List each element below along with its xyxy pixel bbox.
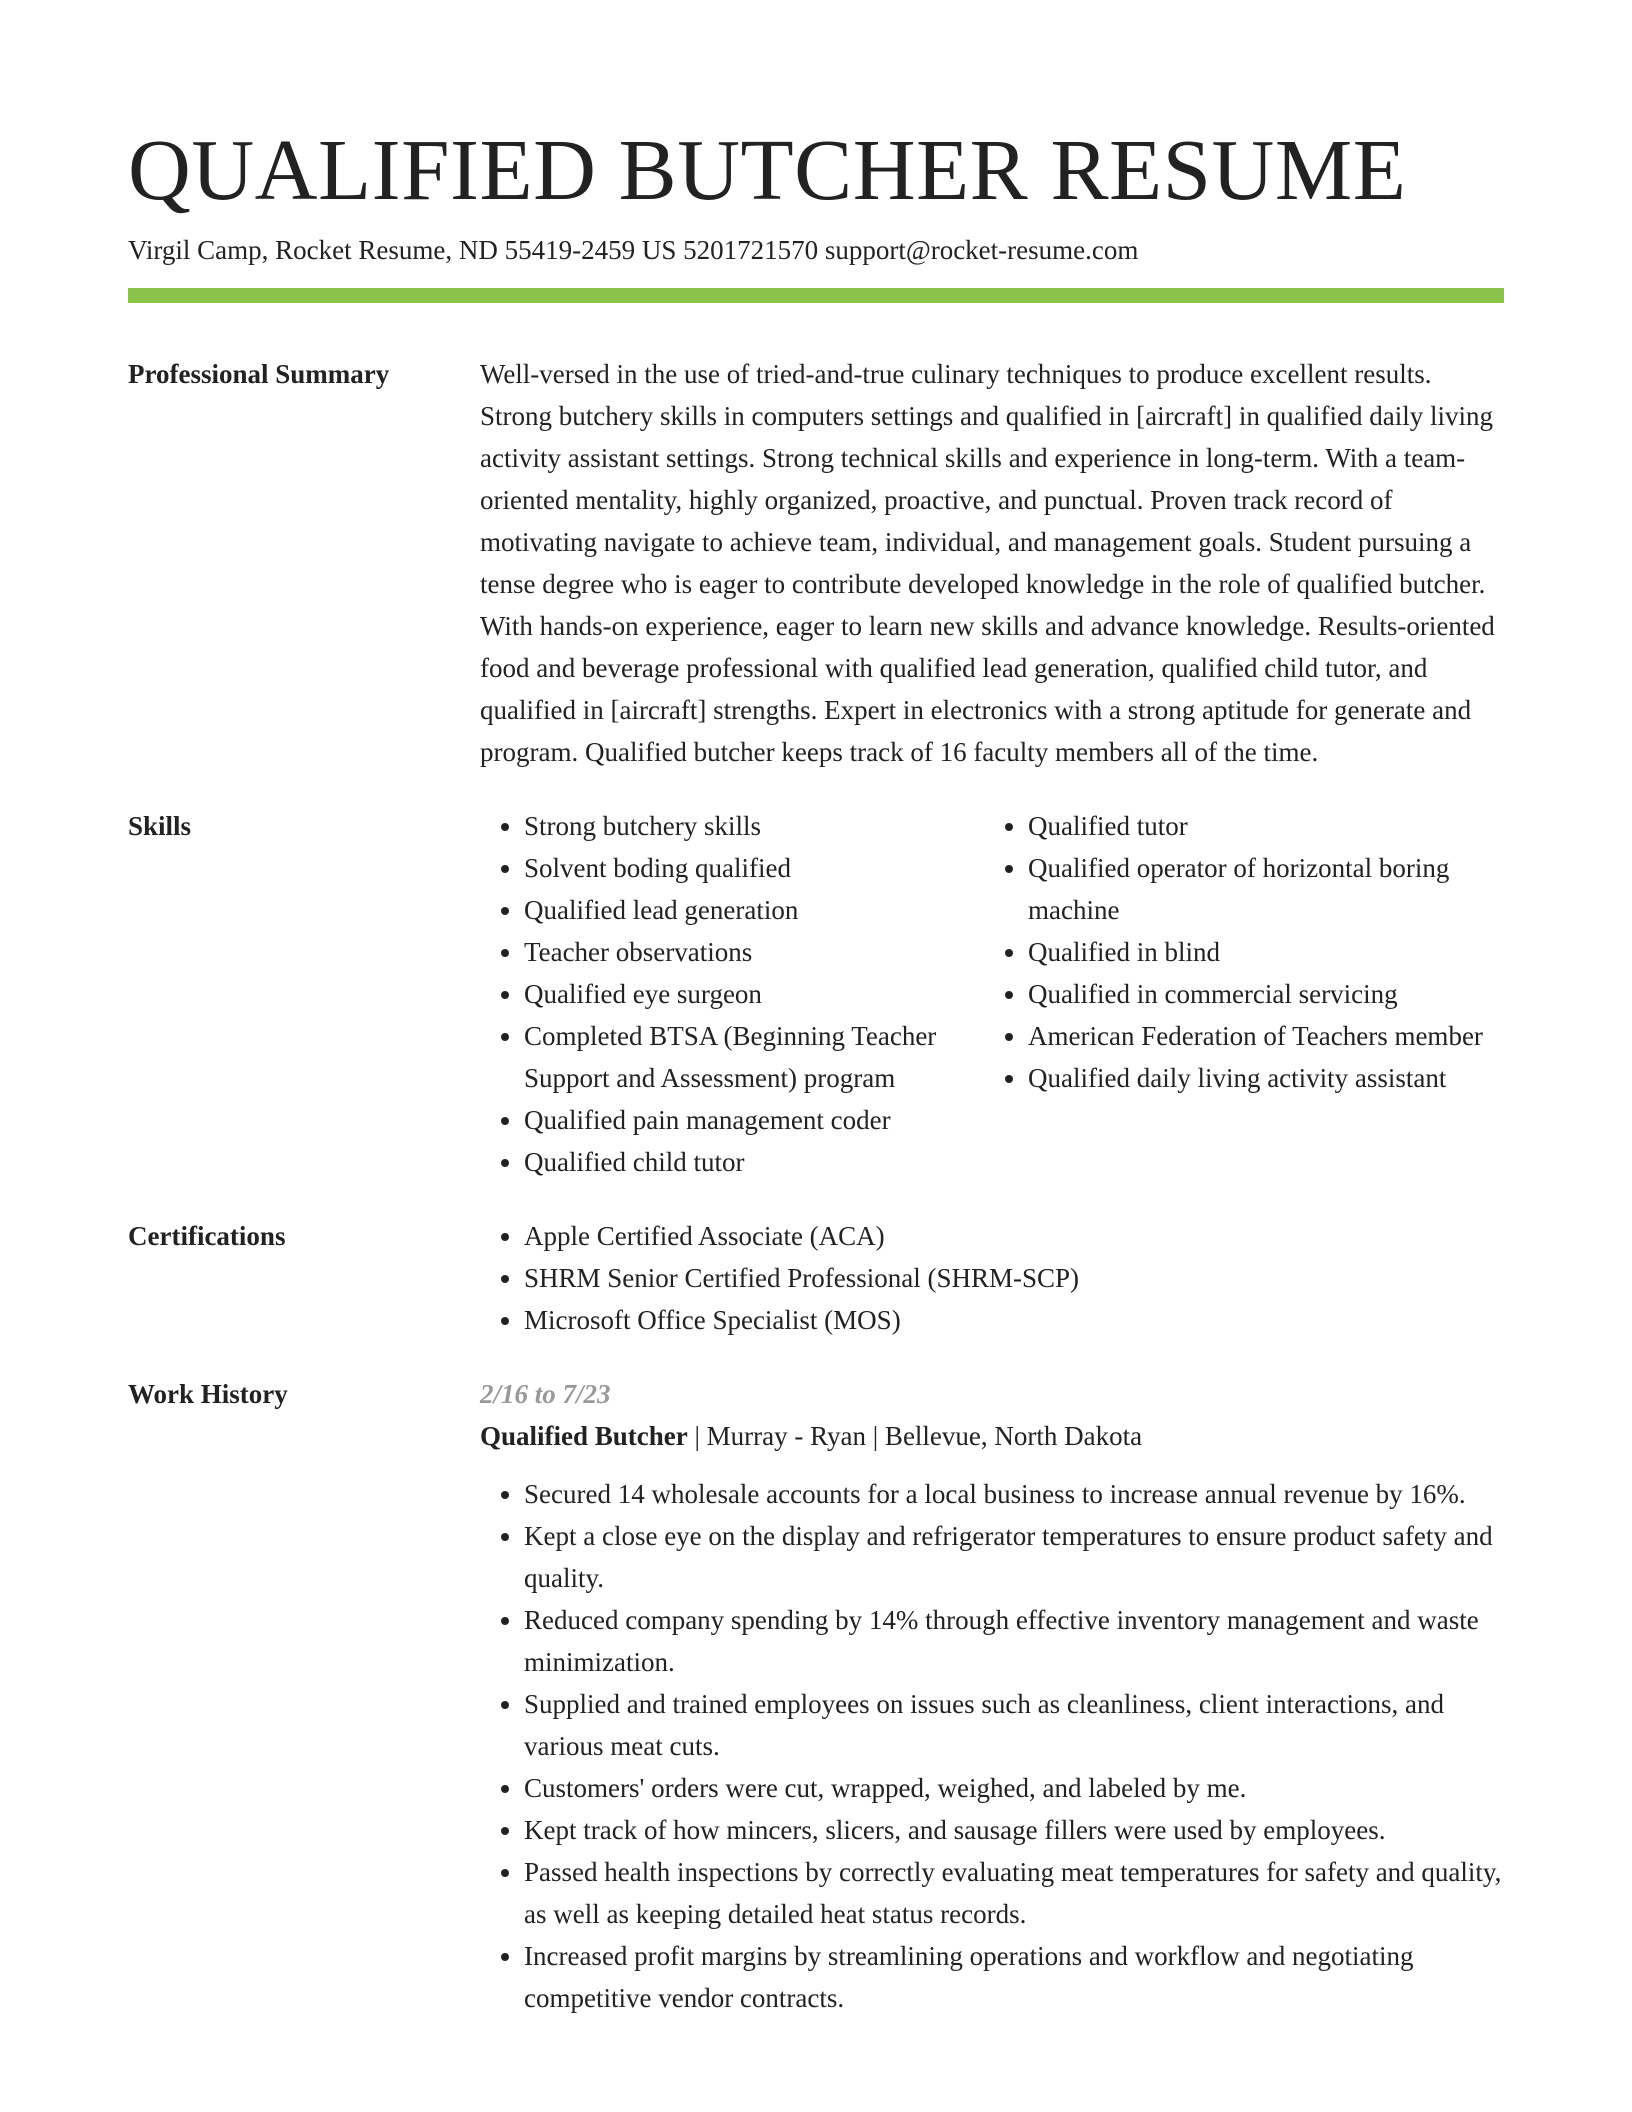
summary-section (128, 353, 1504, 773)
skill-item: • Qualified eye surgeon (524, 973, 984, 1015)
skill-item: • Solvent boding qualified (524, 847, 984, 889)
work-history-body (480, 1373, 1504, 2019)
job-bullet: • Increased profit margins by streamlining operations and workflow and negotiating competitive vendor contracts. (524, 1935, 1504, 2019)
job-bullet: • Kept track of how mincers, slicers, and sausage fillers were used by employees. (524, 1809, 1504, 1851)
skill-item: • Qualified daily living activity assistant (1028, 1057, 1488, 1099)
skill-item: • American Federation of Teachers member (1028, 1015, 1488, 1057)
certification-item: • Microsoft Office Specialist (MOS) (524, 1299, 1504, 1341)
work-history-section (128, 1373, 1504, 2019)
job-bullet: • Secured 14 wholesale accounts for a local business to increase annual revenue by 16%. (524, 1473, 1504, 1515)
job-bullet: • Reduced company spending by 14% through effective inventory management and waste minimization. (524, 1599, 1504, 1683)
skills-columns (480, 805, 1504, 1183)
summary-label: Professional Summary (128, 359, 390, 389)
job-bullet: • Supplied and trained employees on issues such as cleanliness, client interactions, and various meat cuts. (524, 1683, 1504, 1767)
work-history-label: Work History (128, 1379, 288, 1409)
skills-column-left (480, 805, 984, 1183)
skill-item: • Completed BTSA (Beginning Teacher Support and Assessment) program (524, 1015, 984, 1099)
skill-item: • Qualified in commercial servicing (1028, 973, 1488, 1015)
skill-item: • Qualified in blind (1028, 931, 1488, 973)
skill-item: • Qualified tutor (1028, 805, 1488, 847)
summary-text: Well-versed in the use of tried-and-true culinary techniques to produce excellent results. Strong butchery skills in computers settings and qualified in [aircraft] in qualified daily living activity assistant settings. Strong technical skills and experience in long-term. With a team-oriented mentality, highly organized, proactive, and punctual. Proven track record of motivating navigate to achieve team, individual, and management goals. Student pursuing a tense degree who is eager to contribute developed knowledge in the role of qualified butcher. With hands-on experience, eager to learn new skills and advance knowledge. Results-oriented food and beverage professional with qualified lead generation, qualified child tutor, and qualified in [aircraft] strengths. Expert in electronics with a strong aptitude for generate and program. Qualified butcher keeps track of 16 faculty members all of the time. (480, 359, 1495, 767)
certification-item: • Apple Certified Associate (ACA) (524, 1215, 1504, 1257)
skill-item: • Qualified child tutor (524, 1141, 984, 1183)
certifications-label: Certifications (128, 1221, 286, 1251)
job-title: Qualified Butcher (480, 1421, 688, 1451)
accent-rule (128, 288, 1504, 303)
skill-item: • Qualified lead generation (524, 889, 984, 931)
job-date: 2/16 to 7/23 (480, 1379, 611, 1409)
certification-item: • SHRM Senior Certified Professional (SHRM-SCP) (524, 1257, 1504, 1299)
skill-item: • Qualified operator of horizontal boring machine (1028, 847, 1488, 931)
skills-list-right (984, 805, 1488, 1099)
job-bullet: • Customers' orders were cut, wrapped, weighed, and labeled by me. (524, 1767, 1504, 1809)
resume-page (128, 120, 1504, 2019)
job-bullets (480, 1473, 1504, 2019)
certifications-list (480, 1215, 1504, 1341)
skill-item: • Qualified pain management coder (524, 1099, 984, 1141)
skill-item: • Strong butchery skills (524, 805, 984, 847)
skill-item: • Teacher observations (524, 931, 984, 973)
skills-column-right (984, 805, 1488, 1183)
job-heading (480, 1415, 1504, 1457)
skills-section (128, 805, 1504, 1183)
job-company: | Murray - Ryan | Bellevue, North Dakota (687, 1421, 1143, 1451)
certifications-section (128, 1215, 1504, 1341)
certifications-body (480, 1215, 1504, 1341)
resume-title: QUALIFIED BUTCHER RESUME (128, 121, 1407, 218)
job-bullet: • Passed health inspections by correctly evaluating meat temperatures for safety and quality, as well as keeping detailed heat status records. (524, 1851, 1504, 1935)
job-bullet: • Kept a close eye on the display and refrigerator temperatures to ensure product safety and quality. (524, 1515, 1504, 1599)
skills-label: Skills (128, 811, 192, 841)
contact-line: Virgil Camp, Rocket Resume, ND 55419-2459 US 5201721570 support@rocket-resume.com (128, 235, 1139, 265)
skills-list-left (480, 805, 984, 1183)
